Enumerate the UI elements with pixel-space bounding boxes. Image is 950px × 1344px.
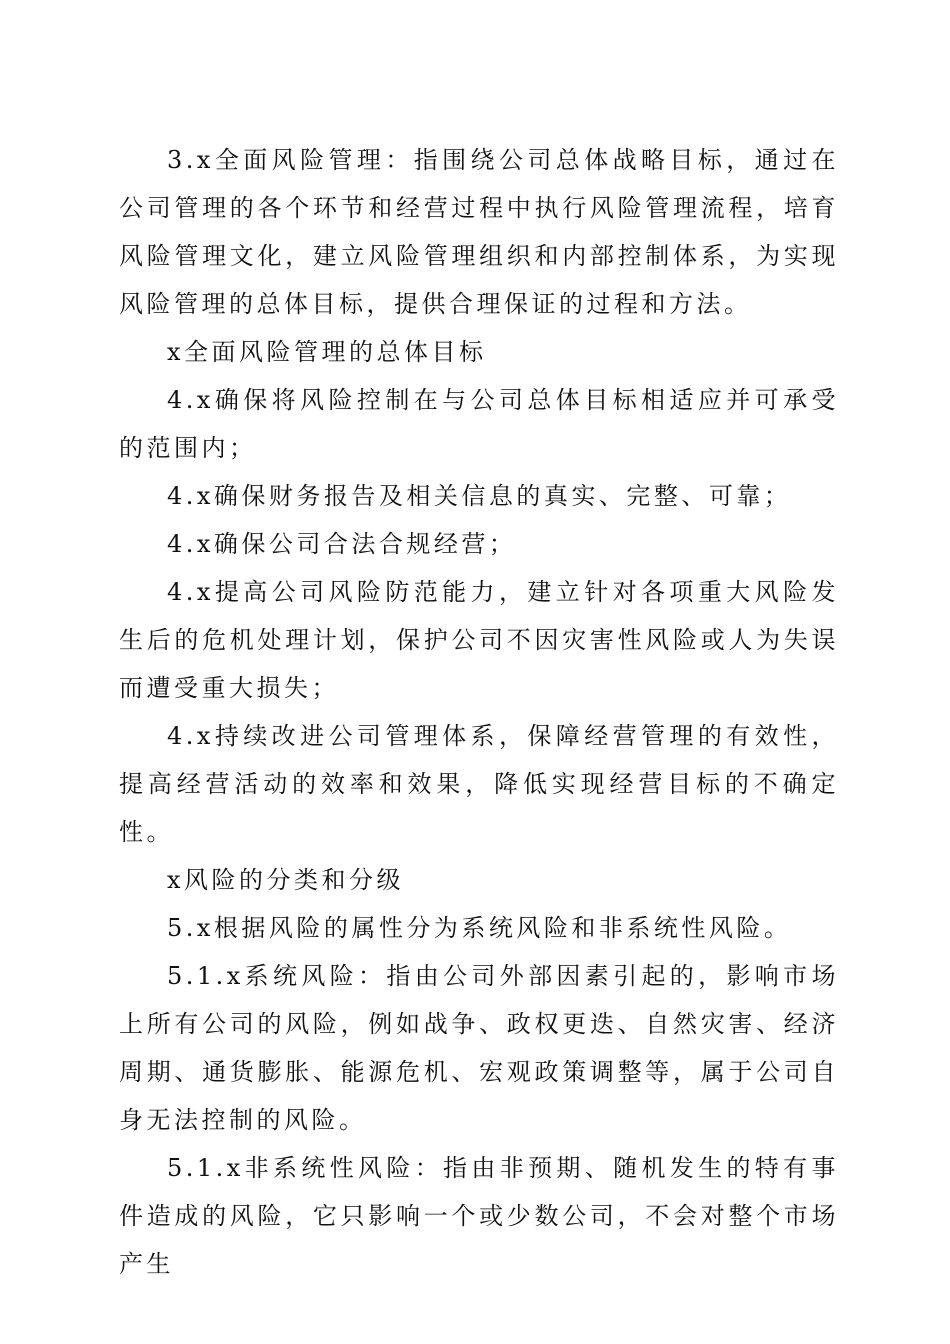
heading-risk-classification: x风险的分类和分级 bbox=[167, 866, 405, 894]
paragraph-non-systematic-risk: 5.1.x非系统性风险：指由非预期、随机发生的特有事件造成的风险，它只影响一个或少数公司，不会对整个市场产生 bbox=[119, 1154, 839, 1278]
heading-overall-objectives: x全面风险管理的总体目标 bbox=[167, 338, 487, 366]
paragraph-objective-risk-control-range: 4.x确保将风险控制在与公司总体目标相适应并可承受的范围内； bbox=[119, 386, 839, 462]
paragraph-objective-continuous-improvement: 4.x持续改进公司管理体系，保障经营管理的有效性，提高经营活动的效率和效果，降低实现经营目标的不确定性。 bbox=[119, 722, 839, 846]
paragraph-objective-compliance: 4.x确保公司合法合规经营； bbox=[167, 530, 517, 558]
paragraph-risk-attribute-types: 5.x根据风险的属性分为系统风险和非系统性风险。 bbox=[167, 914, 792, 942]
document-body bbox=[119, 136, 839, 1288]
paragraph-systematic-risk: 5.1.x系统风险：指由公司外部因素引起的，影响市场上所有公司的风险，例如战争、政权更迭、自然灾害、经济周期、通货膨胀、能源危机、宏观政策调整等，属于公司自身无法控制的风险。 bbox=[119, 962, 839, 1134]
paragraph-comprehensive-risk-management-definition: 3.x全面风险管理：指围绕公司总体战略目标，通过在公司管理的各个环节和经营过程中执行风险管理流程，培育风险管理文化，建立风险管理组织和内部控制体系，为实现风险管理的总体目标，提供合理保证的过程和方法。 bbox=[119, 146, 839, 318]
paragraph-objective-crisis-handling: 4.x提高公司风险防范能力，建立针对各项重大风险发生后的危机处理计划，保护公司不因灾害性风险或人为失误而遭受重大损失； bbox=[119, 578, 839, 702]
paragraph-objective-financial-reporting: 4.x确保财务报告及相关信息的真实、完整、可靠； bbox=[167, 482, 792, 510]
